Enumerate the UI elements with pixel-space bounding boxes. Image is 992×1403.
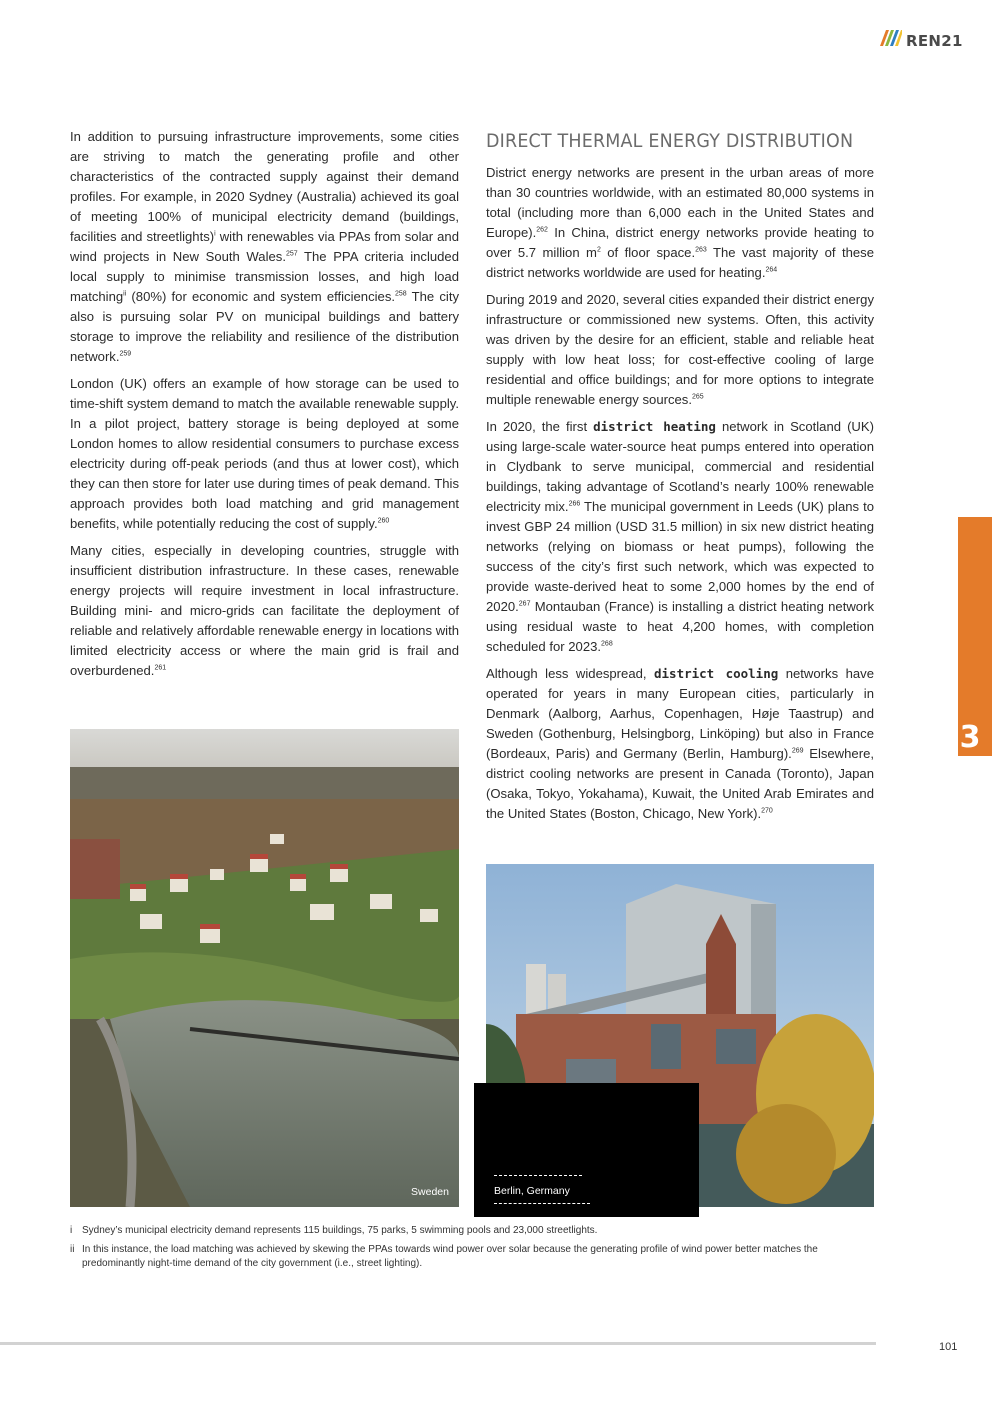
reference-265[interactable]: 265 <box>691 393 704 401</box>
reference-264[interactable]: 264 <box>765 266 778 274</box>
photo-caption-sweden: Sweden <box>411 1186 449 1198</box>
footnote-mark: i <box>70 1225 73 1236</box>
paragraph-london: London (UK) offers an example of how storage can be used to time-shift system demand to match the available renewable supply. In a pilot project, battery storage is being deployed at some London homes to allow residential consumers to purchase excess electricity during off-peak periods (and thus at lower cost), which they can then store for later use during times of peak demand. This approach provides both load matching and grid management benefits, while potentially reducing the cost of supply.$^{260}$ <box>70 376 459 531</box>
reference-257[interactable]: 257 <box>285 250 298 258</box>
chapter-number: 3 <box>959 720 981 755</box>
reference-262[interactable]: 262 <box>536 226 548 234</box>
footnote-text: In this instance, the load matching was achieved by skewing the PPAs towards wind power over solar because the generating profile of wind power better matches the predominantly night-time demand of the city government (i.e., street lighting). <box>82 1244 818 1269</box>
footnote-i <box>70 1224 874 1238</box>
right-text-column <box>486 163 874 831</box>
caption-rule-top <box>494 1175 582 1176</box>
caption-box <box>474 1083 699 1217</box>
caption-rule-bottom <box>494 1203 590 1204</box>
reference-259[interactable]: 259 <box>119 350 132 358</box>
footnotes <box>70 1224 874 1276</box>
reference-260[interactable]: 260 <box>377 517 390 525</box>
reference-269[interactable]: 269 <box>791 747 804 755</box>
footnote-mark-i[interactable]: i <box>214 230 216 238</box>
ren21-stripes-icon <box>880 30 902 51</box>
page-number: 101 <box>939 1341 958 1353</box>
footnote-mark-ii[interactable]: ii <box>123 290 127 298</box>
reference-261[interactable]: 261 <box>154 664 167 672</box>
paragraph-expansion: During 2019 and 2020, several cities expanded their district energy infrastructure or commissioned new systems. Often, this activity was driven by the desire for an efficient, stable and reliable heat supply with low heat loss; for cost-effective cooling of large residential and office buildings; and for more options to integrate multiple renewable energy sources.$^{265}$ <box>486 292 874 407</box>
reference-263[interactable]: 263 <box>695 246 707 254</box>
paragraph-sydney: In addition to pursuing infrastructure improvements, some cities are striving to match the generating profile and other characteristics of the contracted supply against their demand profiles. For example, in 2020 Sydney (Australia) achieved its goal of meeting 100% of municipal electricity demand (buildings, facilities and streetlights)$^i$ with renewables via PPAs from solar and wind projects in New South Wales.$^{257}$ The PPA criteria included local supply to minimise transmission losses, and high load matching$^{ii}$ (80%) for economic and system efficiencies.$^{258}$ The city also is pursuing solar PV on municipal buildings and battery storage to improve the reliability and resilience of the distribution network.$^{259}$ <box>70 129 460 364</box>
keyword-district-cooling: district cooling <box>654 666 779 681</box>
bottom-divider <box>0 1342 876 1345</box>
paragraph-district-heating: In 2020, the first district heating network in Scotland (UK) using large-scale water-source heat pumps entered into operation in Clydbank to serve municipal, commercial and residential buildings, taking advantage of Scotland’s nearly 100% renewable electricity mix.$^{266}$ The municipal government in Leeds (UK) plans to invest GBP 24 million (USD 31.5 million) in six new district heating networks (relying on biomass or heat pumps), following the success of the city’s first such network, which was expected to provide waste-derived heat to some 2,000 homes by the end of 2020.$^{267}$ Montauban (France) is installing a district heating network using residual waste to heat 4,200 homes, with completion scheduled for 2023.$^{268}$ <box>486 419 874 654</box>
section-heading: DIRECT THERMAL ENERGY DISTRIBUTION <box>486 130 854 152</box>
reference-267[interactable]: 267 <box>518 600 531 608</box>
superscript-squared: 2 <box>596 246 601 254</box>
reference-268[interactable]: 268 <box>601 640 613 648</box>
reference-258[interactable]: 258 <box>395 290 407 298</box>
paragraph-district-energy: District energy networks are present in the urban areas of more than 30 countries worldwide, with an estimated 80,000 systems in total (including more than 6,000 each in the United States and Europe).$^{262}$ In China, district energy networks provide heating to over 5.7 million $m^2$ of floor space.$^{263}$ The vast majority of these district networks worldwide are used for heating.$^{264}$ <box>486 165 874 280</box>
keyword-district-heating: district heating <box>593 419 716 434</box>
chapter-tab[interactable] <box>958 517 992 756</box>
logo-text: REN21 <box>906 31 963 50</box>
footnote-mark: ii <box>70 1244 75 1255</box>
left-text-column <box>70 127 459 688</box>
reference-270[interactable]: 270 <box>761 807 773 815</box>
footnote-ii <box>70 1243 874 1271</box>
ren21-logo <box>880 30 963 51</box>
reference-266[interactable]: 266 <box>568 500 581 508</box>
photo-sweden-aerial <box>70 729 459 1207</box>
paragraph-developing-countries: Many cities, especially in developing countries, struggle with insufficient distribution infrastructure. In these cases, renewable energy projects will require investment in local infrastructure. Building mini- and micro-grids can facilitate the deployment of reliable and relatively affordable renewable energy in locations with limited electricity access or where the main grid is frail and overburdened.$^{261}$ <box>70 543 459 678</box>
photo-caption-berlin: Berlin, Germany <box>494 1185 570 1197</box>
footnote-text: Sydney’s municipal electricity demand represents 115 buildings, 75 parks, 5 swimming pools and 23,000 streetlights. <box>82 1225 598 1236</box>
paragraph-district-cooling: Although less widespread, district cooling networks have operated for years in many European cities, particularly in Denmark (Aalborg, Aarhus, Copenhagen, Høje Taastrup) and Sweden (Gothenburg, Helsingborg, Linköping) but also in France (Bordeaux, Paris) and Germany (Berlin, Hamburg).$^{269}$ Elsewhere, district cooling networks are present in Canada (Toronto), Japan (Osaka, Tokyo, Yokahama), Kuwait, the United Arab Emirates and the United States (Boston, Chicago, New York).$^{270}$ <box>486 666 874 821</box>
